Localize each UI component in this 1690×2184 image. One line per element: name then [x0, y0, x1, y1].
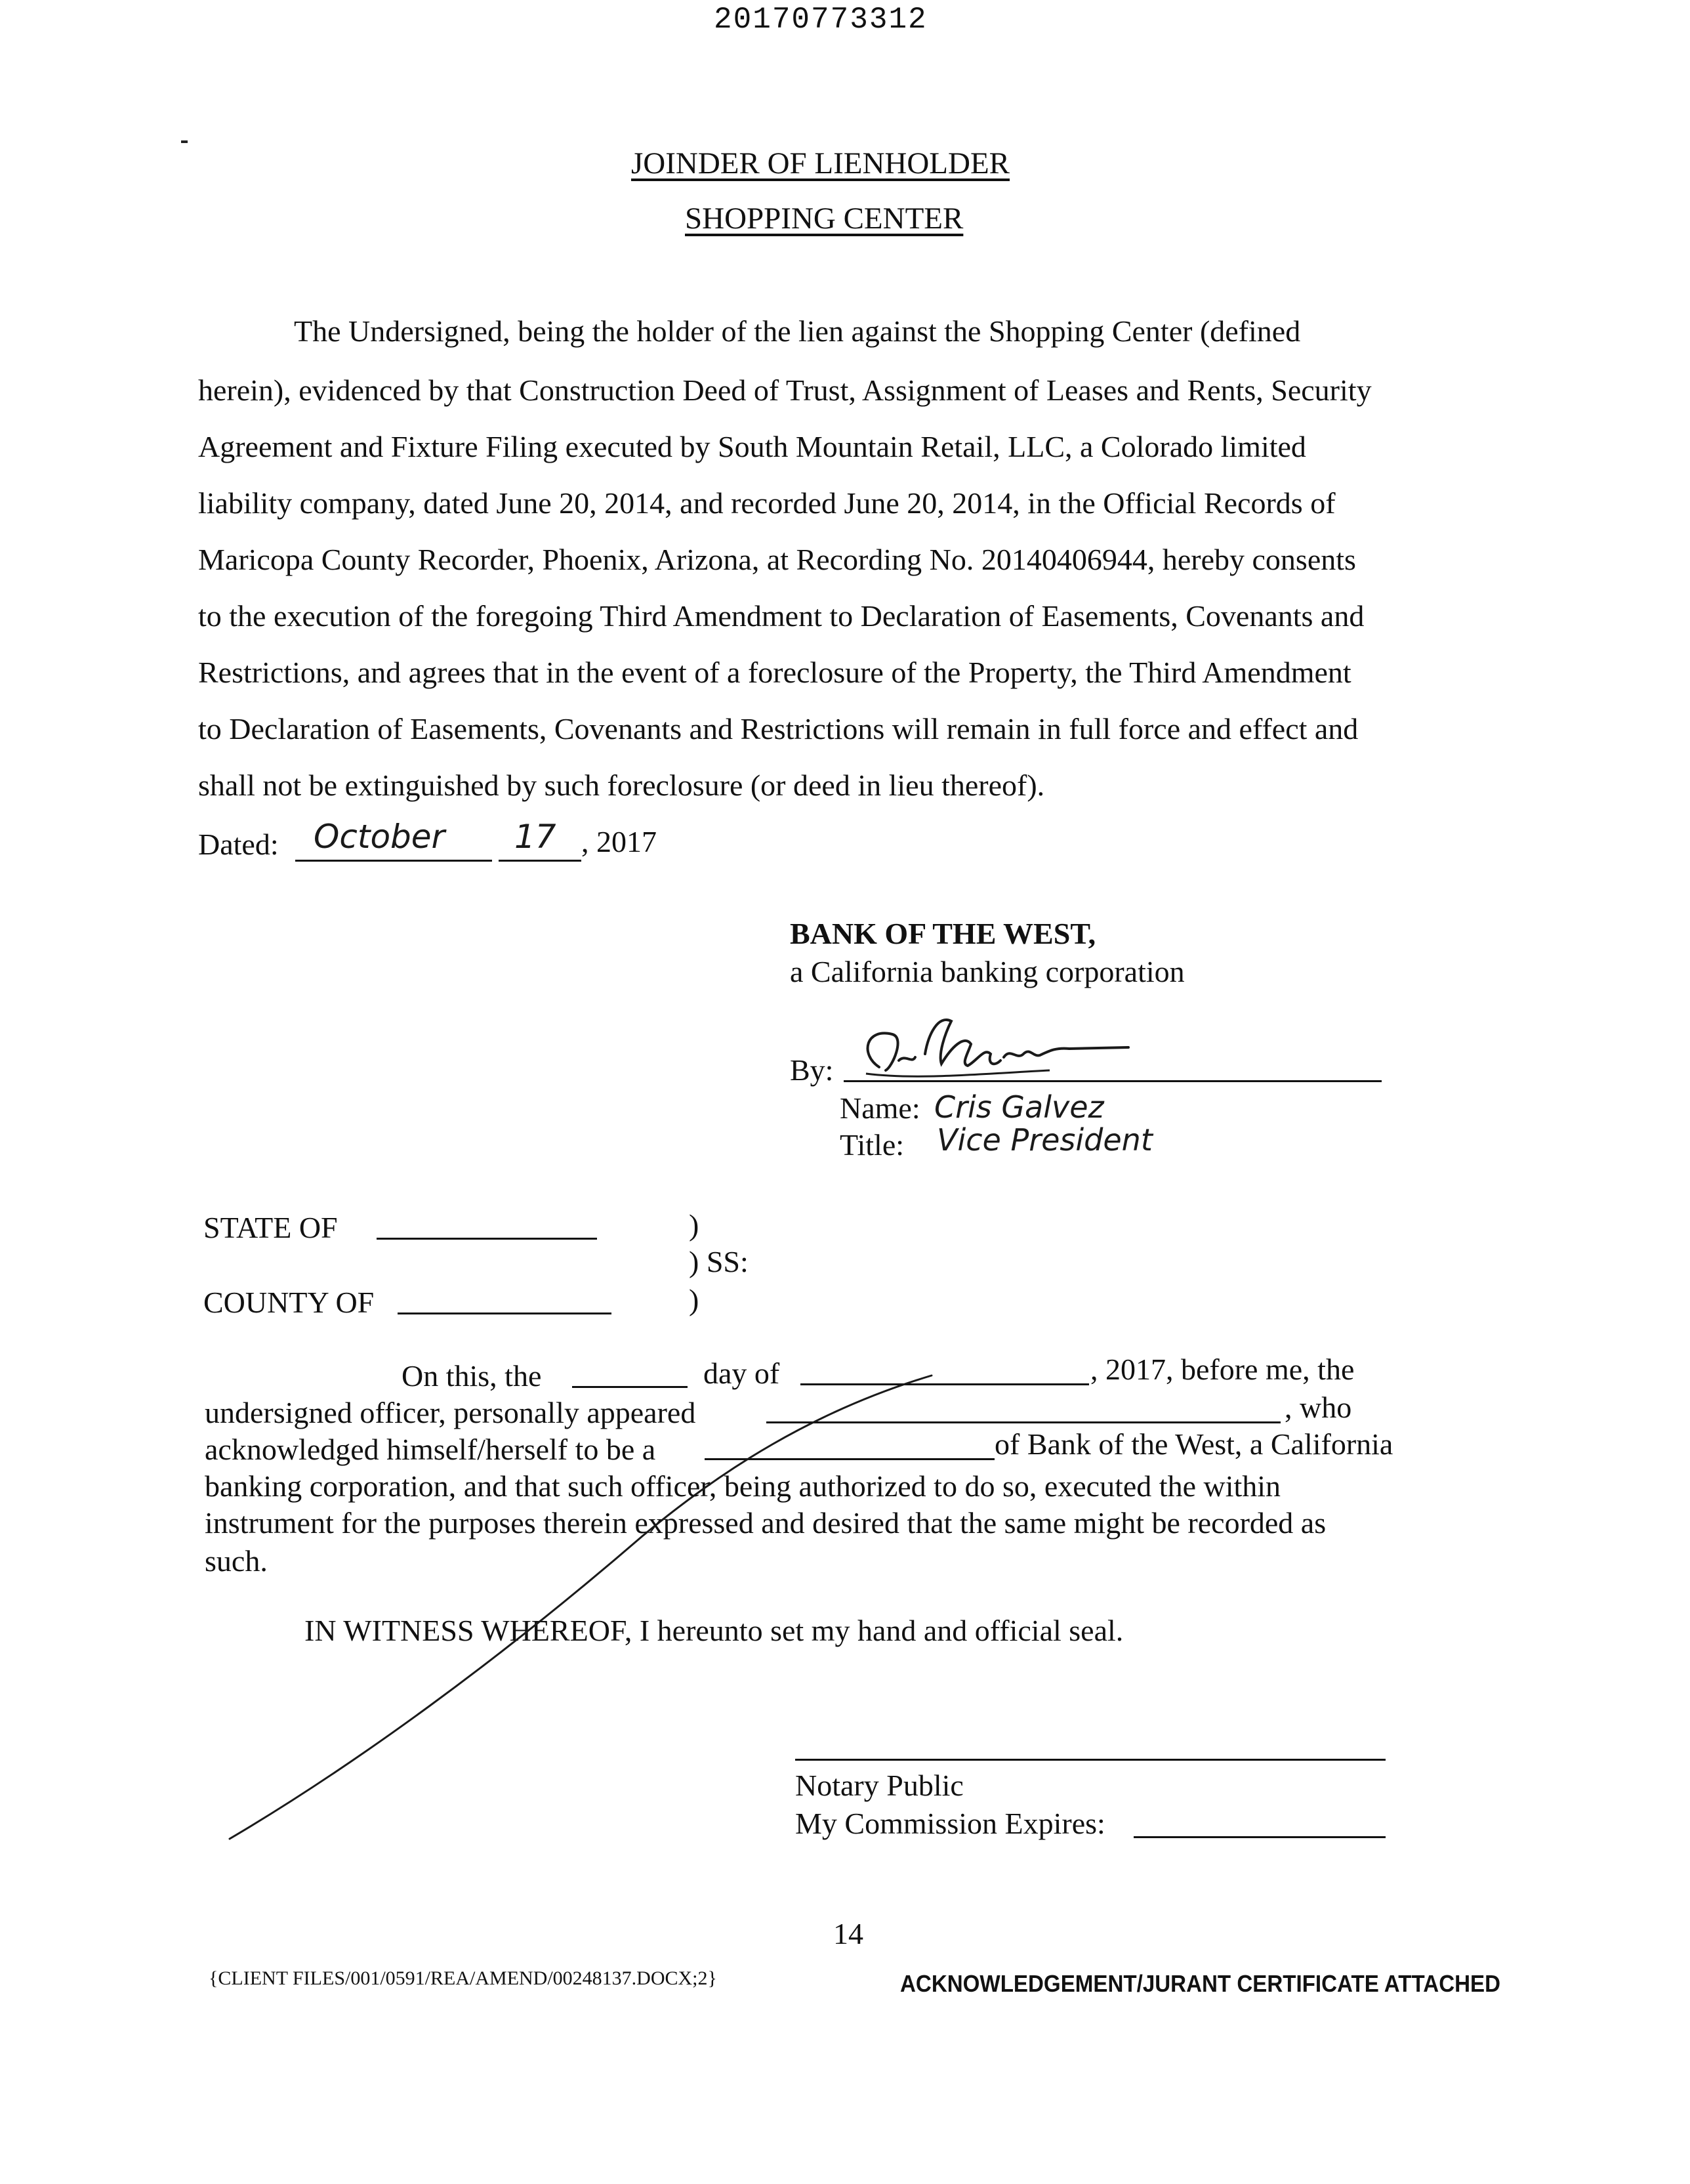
- paragraph-line: to Declaration of Easements, Covenants and Restrictions will remain in full force and effect and: [198, 712, 1359, 746]
- by-label: By:: [790, 1053, 834, 1087]
- name-label: Name:: [840, 1091, 920, 1125]
- paragraph-line: shall not be extinguished by such foreclosure (or deed in lieu thereof).: [198, 768, 1045, 802]
- bank-description: a California banking corporation: [790, 955, 1185, 988]
- ack-line-2b: , who: [1285, 1391, 1352, 1424]
- paragraph-line: Maricopa County Recorder, Phoenix, Arizona, at Recording No. 20140406944, hereby consents: [198, 543, 1356, 576]
- venue-paren-bottom: ): [689, 1283, 699, 1316]
- dated-label: Dated:: [198, 828, 279, 861]
- paragraph-line: to the execution of the foregoing Third Amendment to Declaration of Easements, Covenants and: [198, 599, 1365, 633]
- document-title: JOINDER OF LIENHOLDER: [631, 146, 1010, 180]
- dated-month-line: [295, 860, 492, 862]
- dated-year: , 2017: [581, 825, 657, 858]
- scan-speck: [181, 140, 188, 143]
- title-label: Title:: [840, 1128, 905, 1162]
- document-subtitle: SHOPPING CENTER: [685, 201, 964, 236]
- ack-line-5: instrument for the purposes therein expressed and desired that the same might be recorded as: [205, 1506, 1327, 1540]
- file-path: {CLIENT FILES/001/0591/REA/AMEND/00248137.DOCX;2}: [209, 1967, 717, 1989]
- commission-expires-label: My Commission Expires:: [795, 1807, 1105, 1840]
- signature-image: [853, 1008, 1168, 1093]
- title-handwritten: Vice President: [937, 1122, 1153, 1158]
- ack-line-1b: day of: [703, 1356, 780, 1390]
- ack-line-1c: , 2017, before me, the: [1090, 1353, 1355, 1386]
- county-blank: [398, 1312, 611, 1314]
- ack-line-4: banking corporation, and that such officer, being authorized to do so, executed the within: [205, 1469, 1281, 1503]
- witness-clause: IN WITNESS WHEREOF, I hereunto set my hand and official seal.: [304, 1614, 1124, 1647]
- state-label: STATE OF: [203, 1211, 338, 1244]
- page-number: 14: [833, 1917, 863, 1950]
- paragraph-line: The Undersigned, being the holder of the lien against the Shopping Center (defined: [294, 314, 1301, 348]
- state-blank: [377, 1238, 597, 1240]
- paragraph-line: Agreement and Fixture Filing executed by South Mountain Retail, LLC, a Colorado limited: [198, 430, 1306, 463]
- paragraph-line: Restrictions, and agrees that in the event of a foreclosure of the Property, the Third Amendment: [198, 656, 1351, 689]
- attachment-note: ACKNOWLEDGEMENT/JURANT CERTIFICATE ATTACHED: [900, 1970, 1501, 1997]
- venue-ss: ) SS:: [689, 1245, 749, 1278]
- ack-line-6: such.: [205, 1544, 268, 1578]
- name-handwritten: Cris Galvez: [934, 1089, 1104, 1125]
- bank-name: BANK OF THE WEST,: [790, 917, 1096, 950]
- notary-public-label: Notary Public: [795, 1769, 964, 1802]
- dated-month-handwritten: October: [314, 818, 445, 856]
- paragraph-line: herein), evidenced by that Construction Deed of Trust, Assignment of Leases and Rents, Security: [198, 373, 1372, 407]
- recording-number: 20170773312: [714, 3, 928, 37]
- county-label: COUNTY OF: [203, 1286, 375, 1319]
- paragraph-line: liability company, dated June 20, 2014, and recorded June 20, 2014, in the Official Records of: [198, 486, 1336, 520]
- commission-expires-blank: [1134, 1836, 1386, 1838]
- venue-paren-top: ): [689, 1208, 699, 1242]
- notary-signature-line: [795, 1759, 1386, 1761]
- ack-line-1a: On this, the: [402, 1359, 542, 1393]
- dated-day-handwritten: 17: [514, 818, 556, 856]
- ack-line-2a: undersigned officer, personally appeared: [205, 1396, 696, 1429]
- dated-day-line: [499, 860, 581, 862]
- ack-line-3a: acknowledged himself/herself to be a: [205, 1433, 656, 1466]
- ack-line-3b: of Bank of the West, a California: [995, 1427, 1393, 1461]
